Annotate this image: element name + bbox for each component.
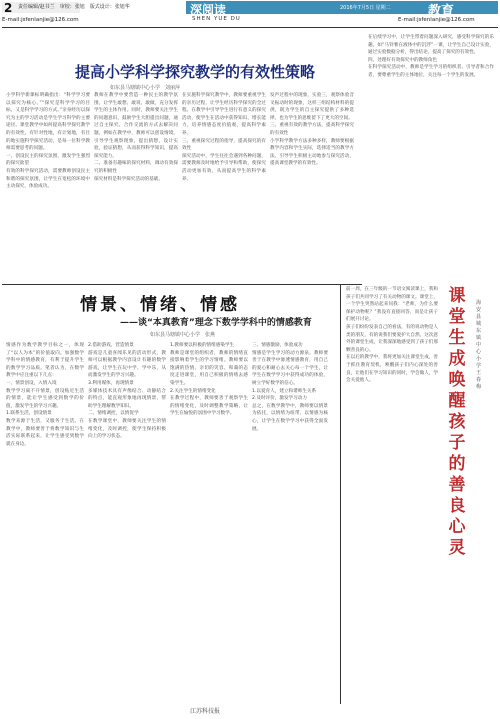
- vertical-divider: [340, 284, 341, 704]
- article1-title: 提高小学科学探究教学的有效性策略: [74, 63, 315, 81]
- article1-column-2: 教师在教学中要营造一种民主的教学氛围，让学生敢想、敢说、敢做，充分发挥学生的主体作用。同时，教师要关注学生的问题意识，鼓励学生大胆提出问题，通过自主探究、合作交流的方式去解决问题。例如在教学中，教师可以创设情境，引导学生观察现象，提出猜想，设计实验，验证猜想，从而获得科学知识，提高探究能力。 二、准备有趣味的探究材料，调动有效探究的积极性 探究材料是科学探究活动的基础。: [94, 93, 178, 182]
- article1-right-column: 在后续学习中，让学生带着问题深入研究，感受科学探究的乐趣。如“马铃薯在液体中的沉浮”一课，让学生自己设计实验，通过实验数据分析，得出结论，提高了探究的有效性。 四、处理好有效探究中的教师角色 在科学探究活动中，教师是学生学习的组织者、引导者和合作者，要尊重学生的主体地位，关注每一个学生的发展。: [368, 35, 494, 78]
- brand-title: 深阅读: [190, 3, 227, 17]
- article3-title: 课堂生成唤醒孩子的善良心灵: [448, 286, 466, 558]
- article1-byline: 如东县马塘镇中心小学 刘丽萍: [110, 85, 181, 91]
- article2-byline: 如东县马塘镇中心小学 张燕: [150, 332, 216, 338]
- article3-column: 前一周，在三年级的一节语文阅读课上，我和孩子们共同学习了有关动物的课文。课堂上，一个学生突然站起来问我：“老师，为什么要保护动物呢？”我没有直接回答，而是让孩子们展开讨论。 孩子们纷纷发表自己的看法，有的说动物是人类的朋友，有的说我们要爱护大自然。这次意外的课堂生成，让我深深地感受到了孩子们那颗善良的心。 在以后的教学中，我将更加关注课堂生成，善于抓住教育契机，唤醒孩子们内心深处的善良，让他们在学习知识的同时，学会做人，学会关爱他人。: [346, 287, 438, 384]
- section-rule: [2, 284, 362, 285]
- article2-column-2: 2.借助游戏，营造情景 游戏是儿童喜闻乐见的活动形式，教师可以根据教学内容设计有趣的数学游戏，让学生在玩中学、学中乐，从而激发学生的学习兴趣。 3.利用媒体，再现情景 多媒体技术具有声像结合、动静结合的特点，能直观形象地再现情景，帮助学生理解数学知识。 二、情绪调控，以情促学 在数学课堂中，教师要关注学生的情绪变化，及时调控，使学生保持积极向上的学习状态。: [88, 343, 166, 440]
- article1-column-1: 小学科学新课标明确指出：“科学学习要以探究为核心。”“探究是科学学习的目标，又是科学学习的方式。”亲身经历以探究为主的学习活动是学生学习科学的主要途径。课堂教学中如何提高科学探究教学的有效性，有针对性地，有计划地，有目的地实施科学探究活动，是每一位科学教师需要思考的问题。 一、创设民主的探究氛围，激发学生强烈的探究欲望 有效的科学探究活动，需要教师创设民主和谐的探究氛围，让学生在宽松的环境中主动探究，体验成功。: [6, 93, 90, 190]
- article1-column-4: 发声过程中的现象，实验三，观察体验音叉振动时的现象，这样三组结构材料的提供，既为学生的自主探究提供了多种选择，也为学生的思维留下了更大的空间。 三、重视有效的教学方法，提高科学探究的有效性 小学科学教学方法多种多样，教师要根据教学内容和学生实际，选择适当的教学方法，引导学生积极主动地参与探究活动，提高课堂教学的有效性。: [270, 93, 354, 167]
- header-rule: [2, 27, 498, 28]
- article2-column-1: 情感作为数学教学目标之一，体现了“以人为本”的价值取向。加强数学学科中的情感教育，有利于提升学生的数学学习品质。笔者认为，在数学教学中应注重以下几点： 一、情景创设，入情入境 数学学习离不开情景，创设贴近生活的情景，能让学生感受到数学的价值，激发学生的学习兴趣。 1.联系生活，创设情景 数学来源于生活，又服务于生活。在教学中，教师要善于将数学知识与生活实际联系起来，让学生感受到数学就在身边。: [6, 343, 84, 447]
- page-footer: 江苏科技报: [190, 708, 221, 715]
- header-right-email: E-mail:jsfenlanjie@126.com: [398, 17, 475, 23]
- section-badge: 教育: [428, 4, 455, 19]
- article2-column-4: 三、情感激励，体验成功 情感是学生学习的动力源泉。教师要善于在教学中渗透情感教育，用自己的爱心和耐心去关心每一个学生，让学生在数学学习中获得成功的体验，树立学好数学的信心。 1.以爱育人，建立和谐师生关系 2.及时评价，激发学习动力 总之，在数学教学中，教师要以情景为依托，以情绪为纽带，以情感为核心，让学生在数学学习中获得全面发展。: [252, 343, 328, 432]
- issue-date: 2016年7月5日 星期二: [340, 5, 391, 11]
- article2-subtitle: ——谈“本真教育”理念下数学学科中的情感教育: [120, 318, 312, 328]
- header-left-email: E-mail:jsfenlanjie@126.com: [2, 17, 79, 23]
- article2-title: 情景、情绪、情感: [80, 295, 240, 315]
- article2-column-3: 1.教师要以积极的情绪感染学生 教师是课堂的组织者，教师的情绪直接影响着学生的学习情绪。教师要以饱满的热情、亲切的笑容、和蔼的态度走进课堂，用自己积极的情绪去感染学生。 2.关注学生的情绪变化 在教学过程中，教师要善于观察学生的情绪变化，及时调整教学策略，让学生在愉悦的氛围中学习数学。: [170, 343, 248, 417]
- article1-column-3: 在实施科学探究教学中，教师要重视学生的亲历过程，让学生经历科学探究的全过程。在教学中引导学生进行有意义的探究活动，使学生在活动中获得知识，增长能力，培养情感态度价值观，提高科学素养。 三、重视探究过程的指导，提高探究的有效性 探究活动中，学生往往会遇到各种问题，需要教师及时地给予引导和帮助，使探究活动更加有效，从而提高学生的科学素养。: [182, 93, 266, 182]
- header-meta: 责任编辑/赵书兰 审校：张旭 版式设计：张旭华: [18, 4, 130, 10]
- brand-subtitle: SHEN YUE DU: [192, 16, 241, 22]
- article3-byline: 海安县城东镇中心小学 王春梅: [476, 300, 487, 390]
- page-header: [0, 0, 500, 26]
- page-number: 2: [4, 1, 13, 15]
